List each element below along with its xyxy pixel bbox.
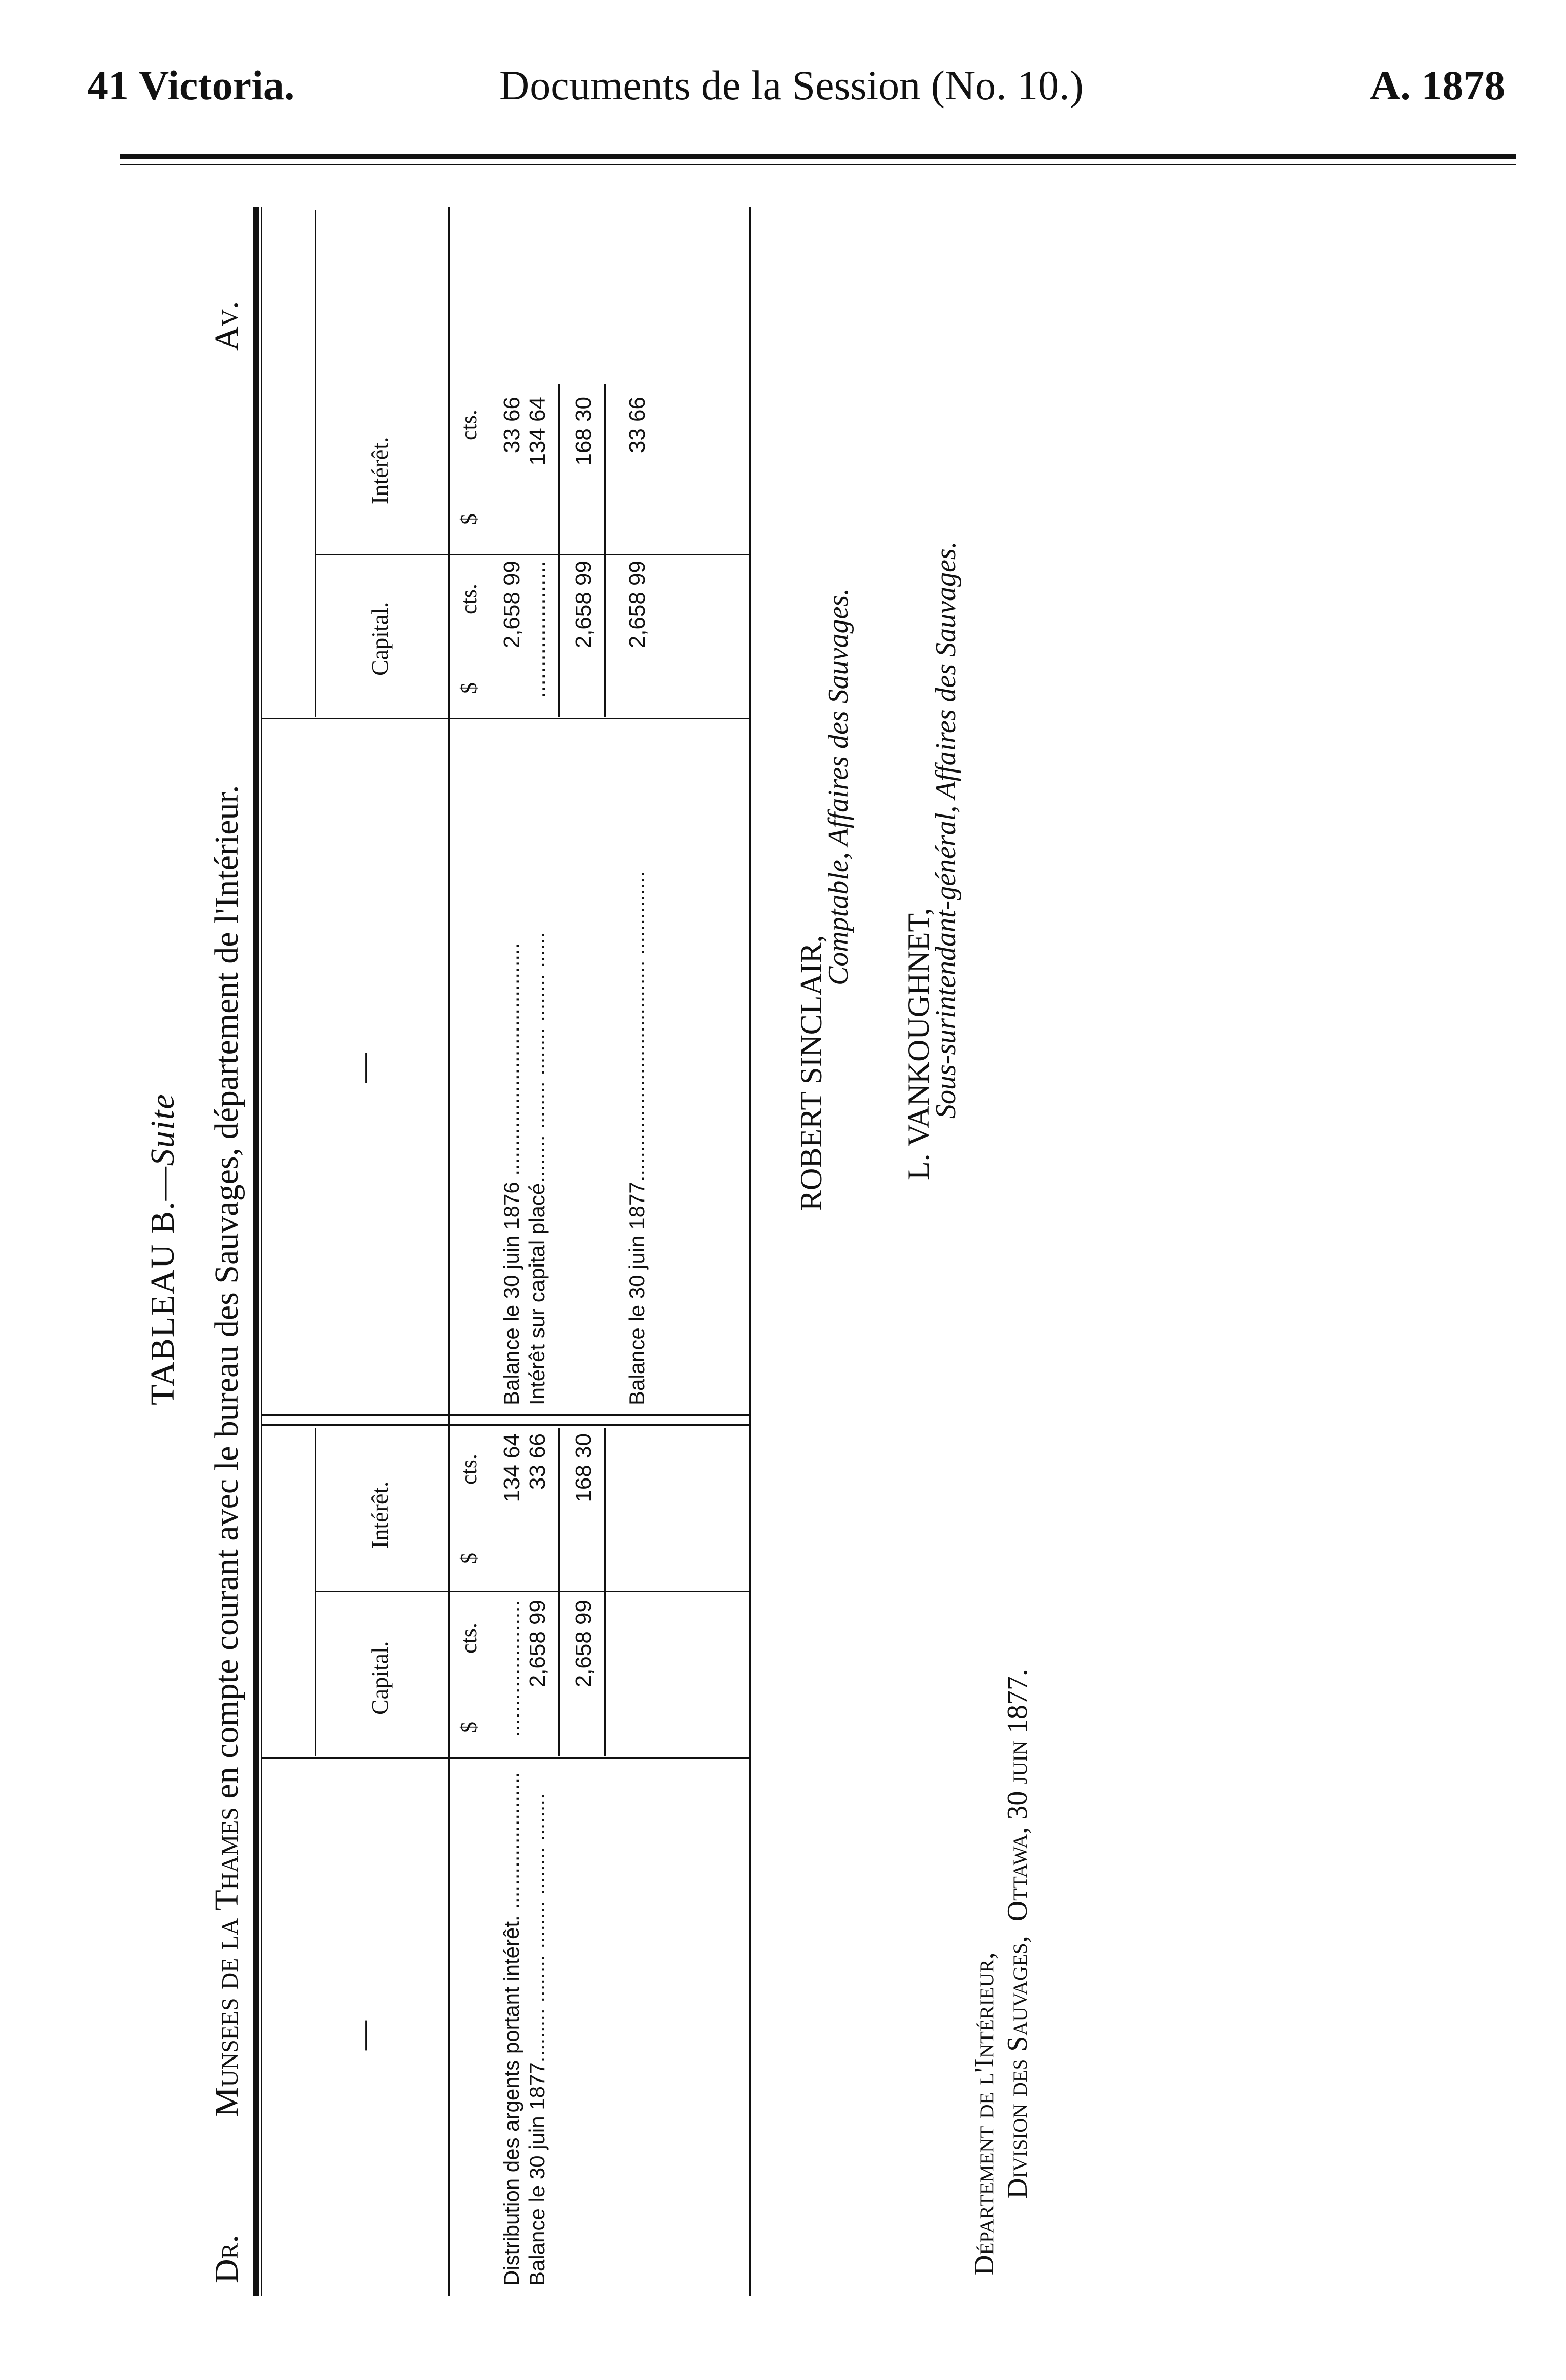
debit-row-1-label: Distribution des argents portant intérêt. ....................... <box>499 1772 523 2286</box>
header-rule-thick <box>120 154 1516 159</box>
col-sep-center-2 <box>261 1414 750 1416</box>
debit-subhead-rule <box>315 1428 316 1756</box>
credit-interet-heading: Intérêt. <box>367 437 393 504</box>
header-year: A. 1878 <box>1370 62 1506 109</box>
credit-row-1-interet: 33 66 <box>499 397 524 454</box>
debit-row-2-label: Balance le 30 juin 1877......... ........ ........ ........ ........ <box>525 1793 549 2286</box>
col-sep-debit-2 <box>315 1591 750 1592</box>
debit-total-rule-bottom <box>604 1428 606 1756</box>
debit-row-1-capital: ...................... <box>499 1600 524 1738</box>
debit-row-2-interet: 33 66 <box>525 1433 550 1490</box>
table-title-suite: Suite <box>144 1093 181 1166</box>
table-subtitle: Munsees de la Thames en compte courant avec le bureau des Sauvages, département de l'Intérieur. <box>208 785 245 2117</box>
credit-total-rule-bottom <box>604 384 606 717</box>
table-top-rule <box>253 207 259 2296</box>
signature-1-name: ROBERT SINCLAIR, <box>794 935 828 1211</box>
table-bottom-rule <box>749 207 751 2296</box>
header-title: Documents de la Session (No. 10.) <box>499 62 1084 109</box>
credit-balance-label: Balance le 30 juin 1877..................................... .............. <box>625 871 649 1405</box>
signature-2-name: L. VANKOUGHNET, <box>902 908 936 1180</box>
credit-subhead-rule <box>315 210 316 717</box>
dr-label: Dr. <box>208 2235 245 2283</box>
credit-interet-dollar: $ <box>456 513 481 525</box>
table-title: TABLEAU B.—Suite <box>144 1093 181 1405</box>
credit-capital-dollar: $ <box>456 682 481 694</box>
credit-row-1-label: Balance le 30 juin 1876 ....................................... <box>499 942 523 1405</box>
debit-interet-heading: Intérêt. <box>367 1481 393 1549</box>
credit-desc-heading: — <box>346 1053 379 1083</box>
credit-row-2-capital: ...................... <box>525 561 550 698</box>
rotated-table-page <box>120 177 1513 2337</box>
credit-total-interet: 168 30 <box>571 397 596 466</box>
debit-interet-dollar: $ <box>456 1553 481 1564</box>
av-label: Av. <box>208 301 245 351</box>
header-rule-thin <box>120 164 1516 165</box>
credit-capital-cts: cts. <box>456 584 481 614</box>
credit-row-2-interet: 134 64 <box>525 397 550 466</box>
debit-interet-cts: cts. <box>456 1454 481 1485</box>
col-sep-center <box>261 1424 750 1426</box>
signature-1-title: Comptable, Affaires des Sauvages. <box>822 588 854 985</box>
debit-capital-dollar: $ <box>456 1722 481 1733</box>
debit-total-capital: 2,658 99 <box>571 1600 596 1688</box>
debit-total-interet: 168 30 <box>571 1433 596 1503</box>
debit-total-rule <box>558 1428 560 1756</box>
credit-row-2-label: Intérêt sur capital placé........ ........ ........ ........ ...... <box>525 932 549 1405</box>
debit-row-1-interet: 134 64 <box>499 1433 524 1503</box>
credit-capital-heading: Capital. <box>367 602 393 676</box>
debit-capital-cts: cts. <box>456 1623 481 1654</box>
department-line-1: Département de l'Intérieur, <box>968 1952 1000 2276</box>
credit-balance-capital: 2,658 99 <box>625 561 650 649</box>
header-volume: 41 Victoria. <box>87 62 295 109</box>
col-sep-credit-1 <box>261 718 750 719</box>
debit-capital-heading: Capital. <box>367 1641 393 1715</box>
debit-row-2-capital: 2,658 99 <box>525 1600 550 1688</box>
signature-2-title: Sous-surintendant-général, Affaires des Sauvages. <box>930 541 962 1119</box>
table-top-rule-thin <box>261 207 262 2296</box>
credit-total-rule <box>558 384 560 717</box>
debit-desc-heading: — <box>346 2021 379 2050</box>
department-line-2: Division des Sauvages, Ottawa, 30 juin 1877. <box>1002 1669 1033 2199</box>
credit-balance-interet: 33 66 <box>625 397 650 454</box>
col-sep-credit-2 <box>315 554 750 555</box>
col-sep-debit-1 <box>261 1757 750 1759</box>
credit-row-1-capital: 2,658 99 <box>499 561 524 649</box>
credit-interet-cts: cts. <box>456 410 481 440</box>
table-header-rule <box>448 207 450 2296</box>
credit-total-capital: 2,658 99 <box>571 561 596 649</box>
place-date: Ottawa, 30 juin 1877. <box>1002 1669 1033 1922</box>
